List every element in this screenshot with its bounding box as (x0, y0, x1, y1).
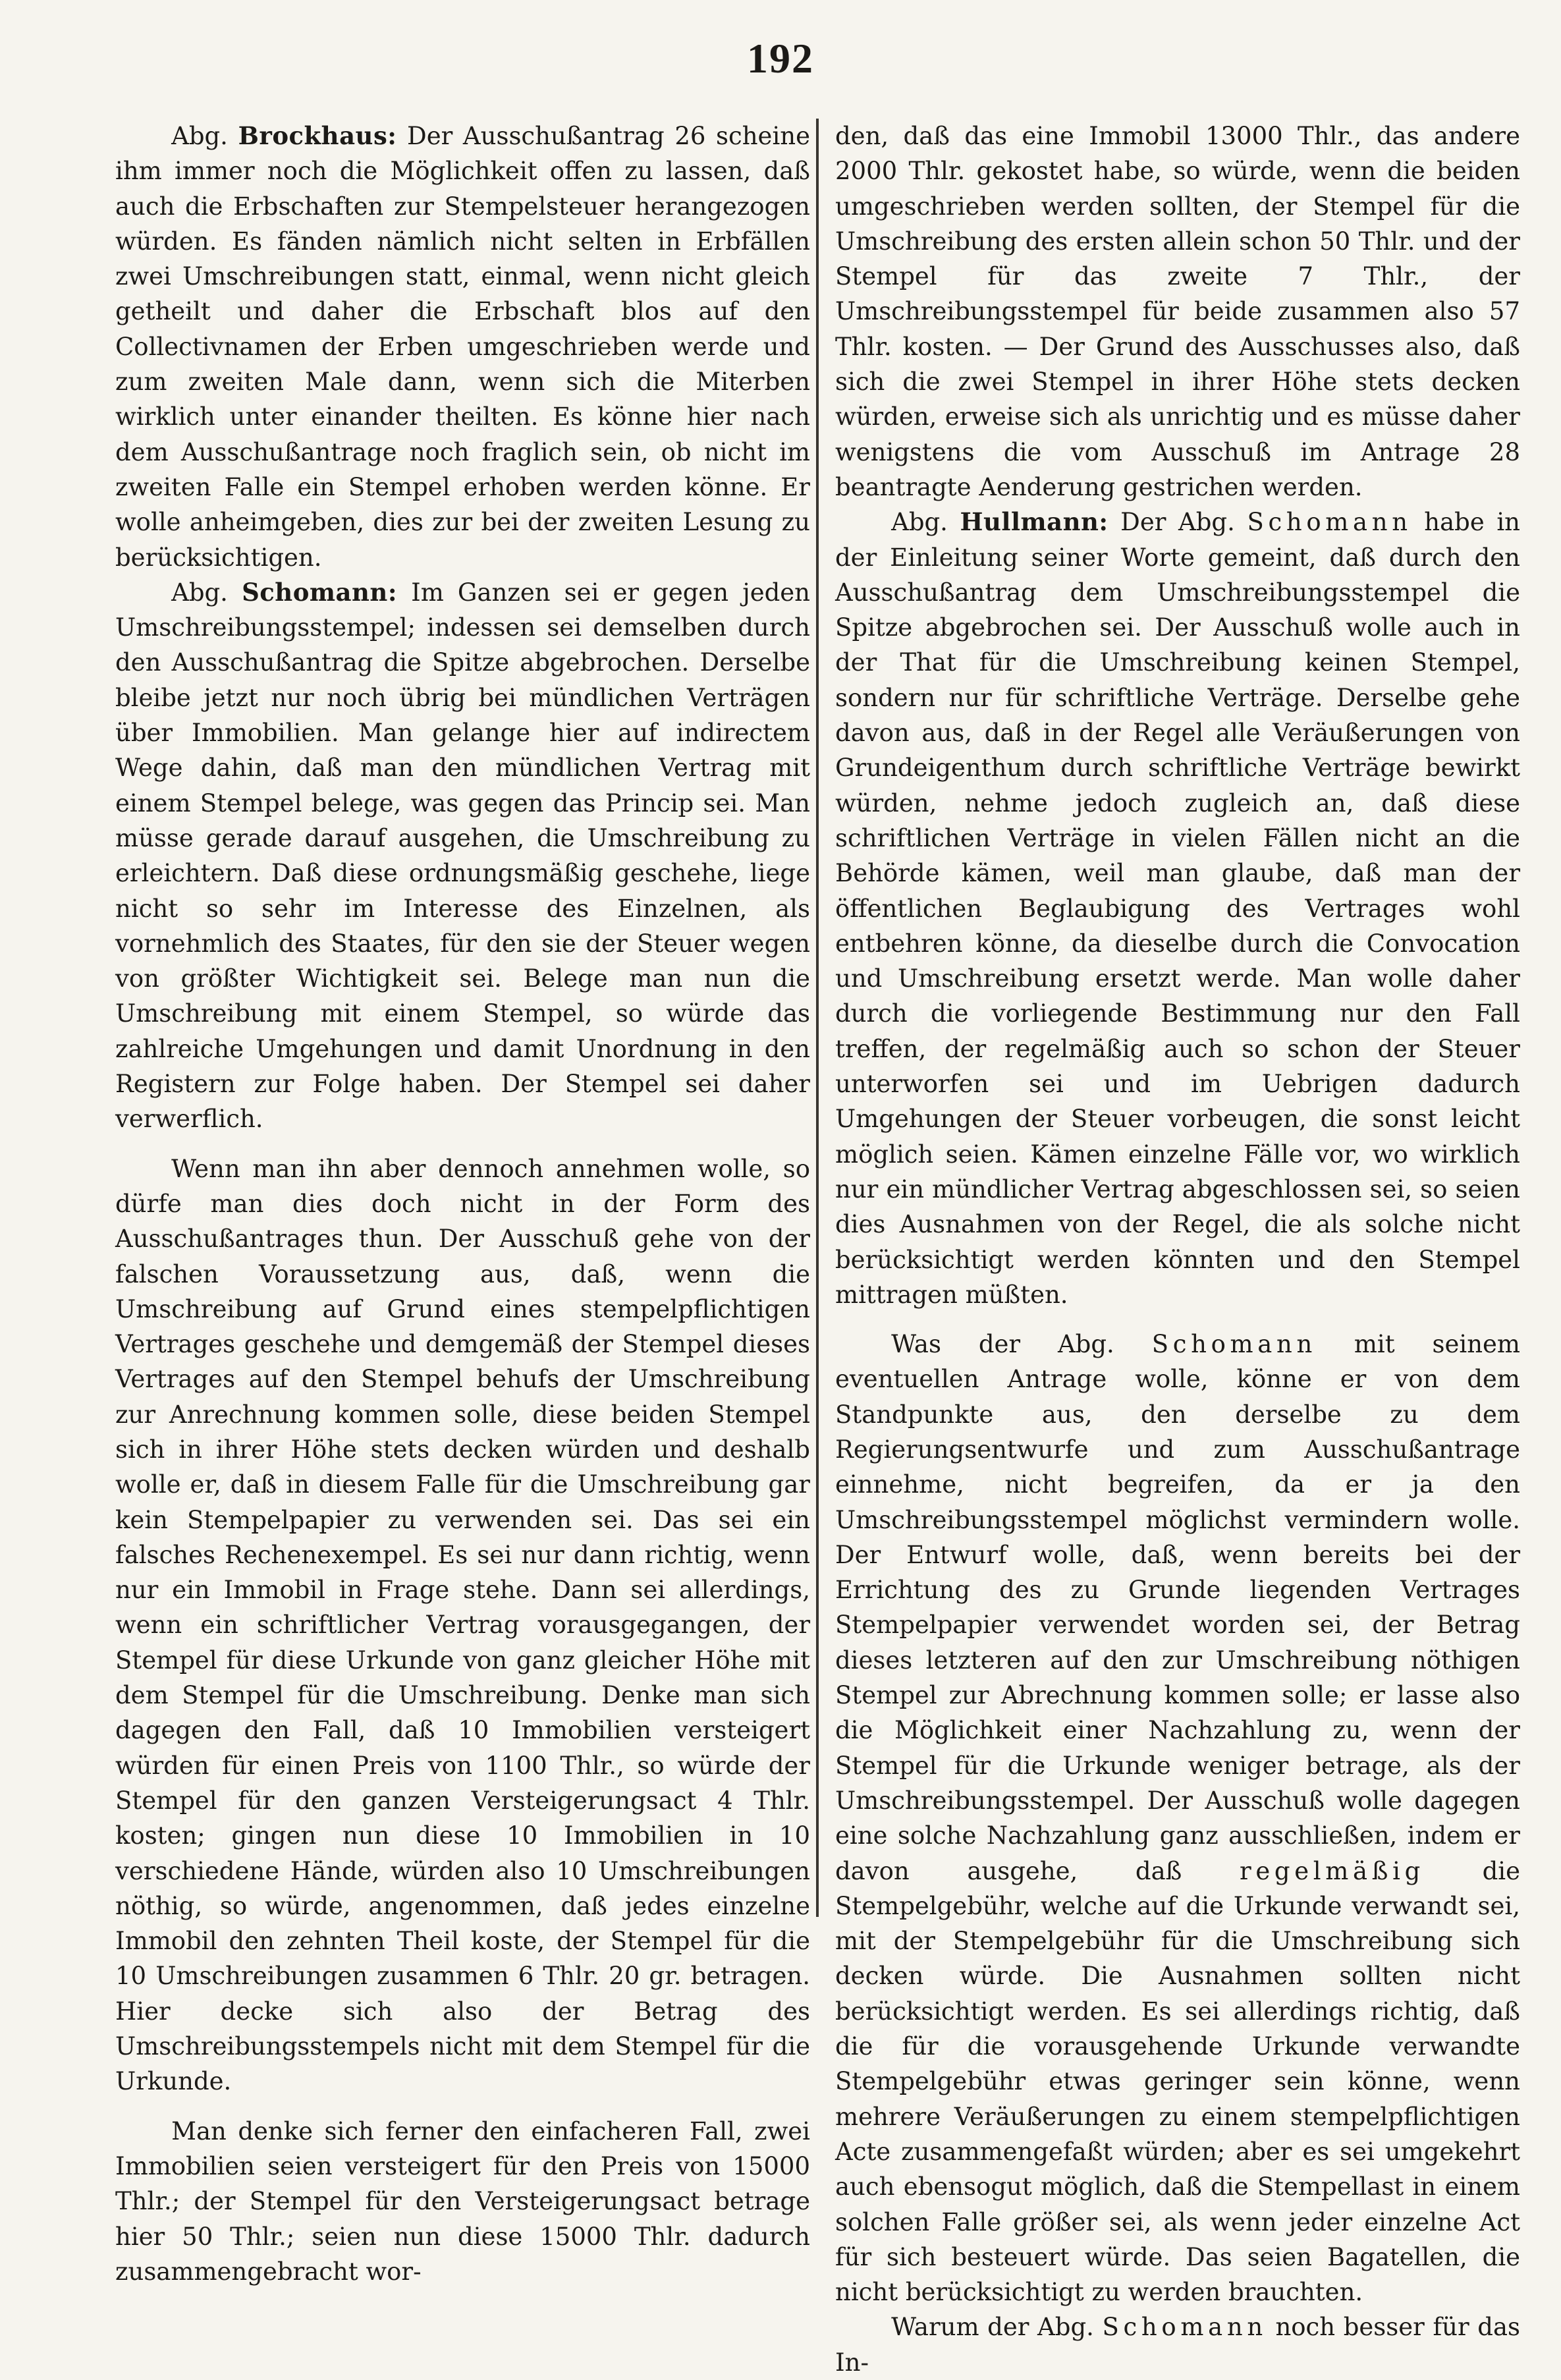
abg-label: Abg. (171, 122, 228, 150)
paragraph-text: Warum der Abg. (891, 2313, 1094, 2342)
paragraph-text: habe in der Einleitung seiner Worte gemeint, daß durch den Ausschußantrag dem Umschreibungsstempel die Spitze abgebrochen sei. Der Ausschuß wolle auch in der That für die Umschreibung keinen Stempel, sondern nur für schriftliche Verträge. Derselbe gehe davon aus, daß in der Regel alle Veräußerungen von Grundeigenthum durch schriftliche Verträge bewirkt würden, nehme jedoch zugleich an, daß diese schriftlichen Verträge in vielen Fällen nicht an die Behörde kämen, weil man glaube, daß man der öffentlichen Beglaubigung des Vertrages wohl entbehren könne, da dieselbe durch die Convocation und Umschreibung ersetzt werde. Man wolle daher durch die vorliegende Bestimmung nur den Fall treffen, der regelmäßig auch so schon der Steuer unterworfen sei und im Uebrigen dadurch Umgehungen der Steuer vorbeugen, die sonst leicht möglich seien. Kämen einzelne Fälle vor, wo wirklich nur ein mündlicher Vertrag abgeschlossen sei, so seien dies Ausnahmen von der Regel, die als solche nicht berücksichtigt werden könnten und den Stempel mittragen müßten. (835, 508, 1520, 1309)
paragraph-schomann (115, 575, 810, 1137)
paragraph-text: noch besser für das In- (835, 2313, 1521, 2377)
column-divider (816, 119, 819, 1917)
paragraph-text: die Stempelgebühr, welche auf die Urkunde verwandt sei, mit der Stempelgebühr für die Umschreibung sich decken würde. Die Ausnahmen sollten nicht berücksichtigt werden. Es sei allerdings richtig, daß die für die vorausgehende Urkunde verwandte Stempelgebühr etwas geringer sein könne, wenn mehrere Veräußerungen zu einem stempelpflichtigen Acte zusammengefaßt würden; aber es sei umgekehrt auch ebensogut möglich, daß die Stempellast in einem solchen Falle größer sei, als wenn jeder einzelne Act für sich besteuert würde. Das seien Bagatellen, die nicht berücksichtigt zu werden brauchten. (835, 1856, 1520, 2307)
emphasis-regelmaessig: regelmäßig (1239, 1856, 1425, 1885)
paragraph-text: Der Abg. (1120, 508, 1235, 537)
paragraph-text: mit seinem eventuellen Antrage wolle, könne er von dem Standpunkte aus, den derselbe zu dem Regierungsentwurfe und zum Ausschußantrage einnehme, nicht begreifen, da er ja den Umschreibungsstempel möglichst vermindern wolle. Der Entwurf wolle, daß, wenn bereits bei der Errichtung des zu Grunde liegenden Vertrages Stempelpapier verwendet worden sei, der Betrag dieses letzteren auf den zur Umschreibung nöthigen Stempel zur Abrechnung kommen solle; er lasse also die Möglichkeit einer Nachzahlung zu, wenn der Stempel für die Urkunde weniger betrage, als der Umschreibungsstempel. Der Ausschuß wolle dagegen eine solche Nachzahlung ganz ausschließen, indem er davon ausgehe, daß (835, 1330, 1521, 1885)
speaker-brockhaus: Brockhaus: (238, 121, 397, 150)
left-column (115, 119, 810, 2289)
paragraph-text: Der Ausschußantrag 26 scheine ihm immer noch die Möglichkeit offen zu lassen, daß auch die Erbschaften zur Stempelsteuer herangezogen würden. Es fänden nämlich nicht selten in Erbfällen zwei Umschreibungen statt, einmal, wenn nicht gleich getheilt und daher die Erbschaft blos auf den Collectivnamen der Erben umgeschrieben werde und zum zweiten Male dann, wenn sich die Miterben wirklich unter einander theilten. Es könne hier nach dem Ausschußantrage noch fraglich sein, ob nicht im zweiten Falle ein Stempel erhoben werden könne. Er wolle anheimgeben, dies zur bei der zweiten Lesung zu berücksichtigen. (115, 122, 810, 572)
paragraph-text: Was der Abg. (891, 1330, 1114, 1359)
right-column (835, 119, 1520, 2380)
name-schomann: Schomann (1102, 2313, 1267, 2342)
paragraph-text (835, 1327, 1520, 2310)
paragraph-brockhaus (115, 119, 810, 575)
abg-label: Abg. (891, 508, 948, 537)
paragraph-text: Im Ganzen sei er gegen jeden Umschreibungsstempel; indessen sei demselben durch den Ausschußantrag die Spitze abgebrochen. Derselbe bleibe jetzt nur noch übrig bei mündlichen Verträgen über Immobilien. Man gelange hier auf indirectem Wege dahin, daß man den mündlichen Vertrag mit einem Stempel belege, was gegen das Princip sei. Man müsse gerade darauf ausgehen, die Umschreibung zu erleichtern. Daß diese ordnungsmäßig geschehe, liege nicht so sehr im Interesse des Einzelnen, als vornehmlich des Staates, für den sie der Steuer wegen von größter Wichtigkeit sei. Belege man nun die Umschreibung mit einem Stempel, so würde das zahlreiche Umgehungen und damit Unordnung in den Registern zur Folge haben. Der Stempel sei daher verwerflich. (115, 578, 811, 1134)
name-schomann: Schomann (1247, 508, 1412, 537)
paragraph-text: Man denke sich ferner den einfacheren Fall, zwei Immobilien seien versteigert für den Preis von 15000 Thlr.; der Stempel für den Versteigerungsact betrage hier 50 Thlr.; seien nun diese 15000 Thlr. dadurch zusammengebracht wor- (115, 2117, 810, 2286)
speaker-schomann: Schomann: (242, 577, 397, 607)
speaker-hullmann: Hullmann: (960, 507, 1109, 537)
name-schomann: Schomann (1151, 1330, 1317, 1359)
page-number: 192 (747, 35, 814, 82)
paragraph-text (835, 2310, 1520, 2380)
paragraph-text: Wenn man ihn aber dennoch annehmen wolle, so dürfe man dies doch nicht in der Form des Ausschußantrages thun. Der Ausschuß gehe von der falschen Voraussetzung aus, daß, wenn die Umschreibung auf Grund eines stempelpflichtigen Vertrages geschehe und demgemäß der Stempel dieses Vertrages auf den Stempel behufs der Umschreibung zur Anrechnung kommen solle, diese beiden Stempel sich in ihrer Höhe stets decken würden und deshalb wolle er, daß in diesem Falle für die Umschreibung gar kein Stempelpapier zu verwenden sei. Das sei ein falsches Rechenexempel. Es sei nur dann richtig, wenn nur ein Immobil in Frage stehe. Dann sei allerdings, wenn ein schriftlicher Vertrag vorausgegangen, der Stempel für diese Urkunde von ganz gleicher Höhe mit dem Stempel für die Umschreibung. Denke man sich dagegen den Fall, daß 10 Immobilien versteigert würden für einen Preis von 1100 Thlr., so würde der Stempel für den ganzen Versteigerungsact 4 Thlr. kosten; gingen nun diese 10 Immobilien in 10 verschiedene Hände, würden also 10 Umschreibungen nöthig, so würde, angenommen, daß jedes einzelne Immobil den zehnten Theil koste, der Stempel für die 10 Umschreibungen zusammen 6 Thlr. 20 gr. betragen. Hier decke sich also der Betrag des Umschreibungsstempels nicht mit dem Stempel für die Urkunde. (115, 1154, 810, 2096)
abg-label: Abg. (171, 578, 228, 607)
paragraph-hullmann (835, 505, 1520, 1312)
paragraph-continuation: den, daß das eine Immobil 13000 Thlr., das andere 2000 Thlr. gekostet habe, so würde, wenn die beiden umgeschrieben werden sollten, der Stempel für die Umschreibung des ersten allein schon 50 Thlr. und der Stempel für das zweite 7 Thlr., der Umschreibungsstempel für beide zusammen also 57 Thlr. kosten. — Der Grund des Ausschusses also, daß sich die zwei Stempel in ihrer Höhe stets decken würden, erweise sich als unrichtig und es müsse daher wenigstens die vom Ausschuß im Antrage 28 beantragte Aenderung gestrichen werden. (835, 122, 1520, 501)
